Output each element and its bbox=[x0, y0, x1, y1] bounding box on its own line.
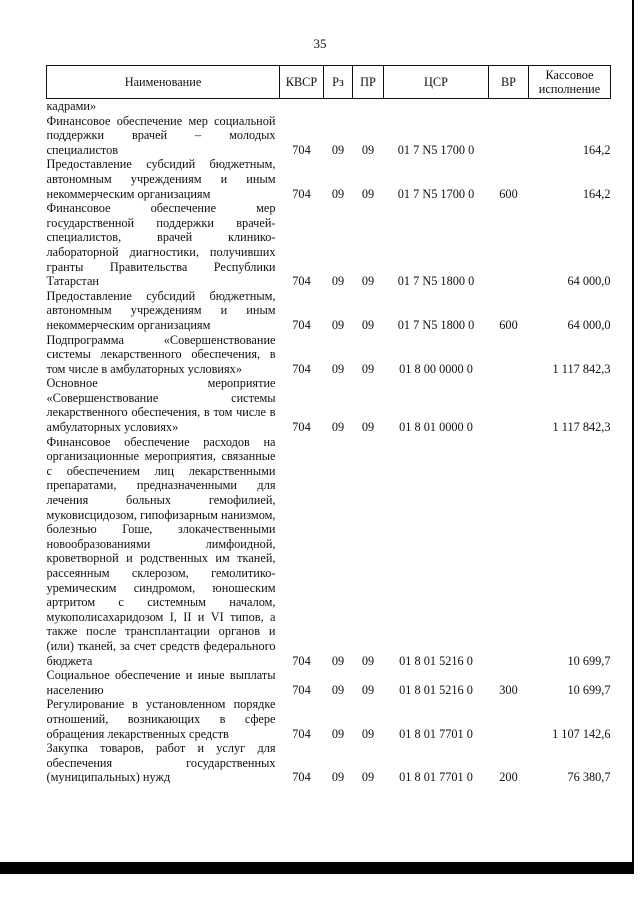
header-name: Наименование bbox=[47, 66, 280, 99]
table-body bbox=[47, 99, 611, 785]
row-pr: 09 bbox=[361, 142, 375, 157]
header-kvsr: КВСР bbox=[280, 66, 324, 99]
row-kvsr: 704 bbox=[292, 142, 311, 157]
header-pr: ПР bbox=[353, 66, 384, 99]
row-vr bbox=[489, 99, 529, 114]
row-pr: 09 bbox=[361, 726, 375, 741]
row-csr: 01 8 00 0000 0 bbox=[399, 361, 473, 376]
row-kvsr: 704 bbox=[292, 682, 311, 697]
row-csr: 01 8 01 7701 0 bbox=[399, 770, 473, 785]
row-name: Финансовое обеспечение мер государственной поддержки врачей-специалистов, врачей клинико-лабораторной диагностики, получивших гранты Правительства Республики Татарстан bbox=[46, 201, 276, 289]
row-pr: 09 bbox=[361, 653, 375, 668]
row-pr: 09 bbox=[361, 274, 375, 289]
table-row bbox=[47, 99, 611, 114]
row-amount: 64 000,0 bbox=[567, 317, 611, 332]
row-csr: 01 8 01 7701 0 bbox=[399, 726, 473, 741]
row-name: Закупка товаров, работ и услуг для обеспечения государственных (муниципальных) нужд bbox=[46, 741, 276, 785]
table-row bbox=[47, 376, 611, 434]
row-vr: 300 bbox=[499, 682, 518, 697]
table-row bbox=[47, 668, 611, 697]
page-number: 35 bbox=[313, 36, 327, 51]
row-kvsr: 704 bbox=[292, 770, 311, 785]
row-pr: 09 bbox=[361, 186, 375, 201]
row-amount: 164,2 bbox=[582, 186, 611, 201]
row-amount: 64 000,0 bbox=[567, 274, 611, 289]
row-rz: 09 bbox=[331, 274, 345, 289]
row-amount bbox=[529, 99, 611, 114]
row-amount: 10 699,7 bbox=[567, 653, 611, 668]
row-csr: 01 8 01 5216 0 bbox=[399, 682, 473, 697]
row-pr: 09 bbox=[361, 770, 375, 785]
table-row bbox=[47, 201, 611, 289]
row-csr: 01 7 N5 1700 0 bbox=[397, 142, 475, 157]
row-kvsr: 704 bbox=[292, 361, 311, 376]
row-pr: 09 bbox=[361, 361, 375, 376]
row-vr: 600 bbox=[499, 186, 518, 201]
table-row bbox=[47, 435, 611, 669]
row-csr bbox=[384, 99, 489, 114]
row-csr: 01 8 01 5216 0 bbox=[399, 653, 473, 668]
row-kvsr: 704 bbox=[292, 186, 311, 201]
row-pr: 09 bbox=[361, 682, 375, 697]
row-rz: 09 bbox=[331, 653, 345, 668]
row-pr bbox=[353, 99, 384, 114]
row-rz: 09 bbox=[331, 142, 345, 157]
row-csr: 01 8 01 0000 0 bbox=[399, 420, 473, 435]
row-rz: 09 bbox=[331, 361, 345, 376]
row-vr bbox=[489, 114, 529, 158]
table-header-row bbox=[47, 66, 611, 99]
table-row bbox=[47, 697, 611, 741]
row-rz: 09 bbox=[331, 186, 345, 201]
row-name: Основное мероприятие «Совершенствование системы лекарственного обеспечения, в том числе в амбулаторных условиях» bbox=[46, 376, 276, 435]
row-amount: 76 380,7 bbox=[567, 770, 611, 785]
row-csr: 01 7 N5 1800 0 bbox=[397, 317, 475, 332]
row-vr bbox=[489, 376, 529, 434]
row-name: Предоставление субсидий бюджетным, автономным учреждениям и иным некоммерческим организациям bbox=[46, 157, 276, 201]
row-name: Регулирование в установленном порядке отношений, возникающих в сфере обращения лекарственных средств bbox=[46, 697, 276, 741]
row-kvsr bbox=[280, 99, 324, 114]
row-name: Предоставление субсидий бюджетным, автономным учреждениям и иным некоммерческим организациям bbox=[46, 288, 276, 332]
row-rz: 09 bbox=[331, 770, 345, 785]
row-name: кадрами» bbox=[46, 99, 97, 113]
scan-edge bbox=[632, 0, 634, 874]
row-vr bbox=[489, 697, 529, 741]
row-amount: 1 107 142,6 bbox=[552, 726, 611, 741]
row-rz: 09 bbox=[331, 726, 345, 741]
table-row bbox=[47, 289, 611, 333]
row-pr: 09 bbox=[361, 317, 375, 332]
scan-bottom-bar bbox=[0, 862, 632, 874]
header-rz: Рз bbox=[324, 66, 353, 99]
row-csr: 01 7 N5 1700 0 bbox=[397, 186, 475, 201]
row-vr bbox=[489, 435, 529, 669]
row-vr: 600 bbox=[499, 317, 518, 332]
row-name: Подпрограмма «Совершенствование системы лекарственного обеспечения, в том числе в амбулаторных условиях» bbox=[46, 332, 276, 376]
table-row bbox=[47, 333, 611, 377]
row-amount: 1 117 842,3 bbox=[552, 361, 611, 376]
row-amount: 1 117 842,3 bbox=[552, 420, 611, 435]
row-kvsr: 704 bbox=[292, 274, 311, 289]
row-vr: 200 bbox=[499, 770, 518, 785]
row-name: Финансовое обеспечение расходов на организационные мероприятия, связанные с обеспечением лиц лекарственными препаратами, предназначенными для лечения больных гемофилией, муковисцидозом, гипофизарным нанизмом, болезнью Гоше, злокачественными новообразованиями лимфоидной, кроветворной и родственных им тканей, рассеянным склерозом, гемолитико-уремическим синдромом, юношеским артритом с системным началом, мукополисахаридозом I, II и VI типов, а также после трансплантации органов и (или) тканей, за счет средств федерального бюджета bbox=[46, 434, 276, 668]
table-row bbox=[47, 741, 611, 785]
row-csr: 01 7 N5 1800 0 bbox=[397, 274, 475, 289]
header-csr: ЦСР bbox=[384, 66, 489, 99]
table-row bbox=[47, 114, 611, 158]
row-kvsr: 704 bbox=[292, 653, 311, 668]
header-vr: ВР bbox=[489, 66, 529, 99]
row-vr bbox=[489, 333, 529, 377]
row-name: Социальное обеспечение и иные выплаты населению bbox=[46, 668, 276, 697]
row-rz bbox=[324, 99, 353, 114]
row-rz: 09 bbox=[331, 317, 345, 332]
row-kvsr: 704 bbox=[292, 726, 311, 741]
row-amount: 10 699,7 bbox=[567, 682, 611, 697]
row-rz: 09 bbox=[331, 682, 345, 697]
row-amount: 164,2 bbox=[582, 142, 611, 157]
row-kvsr: 704 bbox=[292, 317, 311, 332]
row-name: Финансовое обеспечение мер социальной поддержки врачей – молодых специалистов bbox=[46, 113, 276, 157]
header-cash-execution: Кассовое исполнение bbox=[529, 66, 611, 99]
budget-table bbox=[46, 65, 611, 785]
row-kvsr: 704 bbox=[292, 420, 311, 435]
row-rz: 09 bbox=[331, 420, 345, 435]
table-row bbox=[47, 157, 611, 201]
row-pr: 09 bbox=[361, 420, 375, 435]
row-vr bbox=[489, 201, 529, 289]
